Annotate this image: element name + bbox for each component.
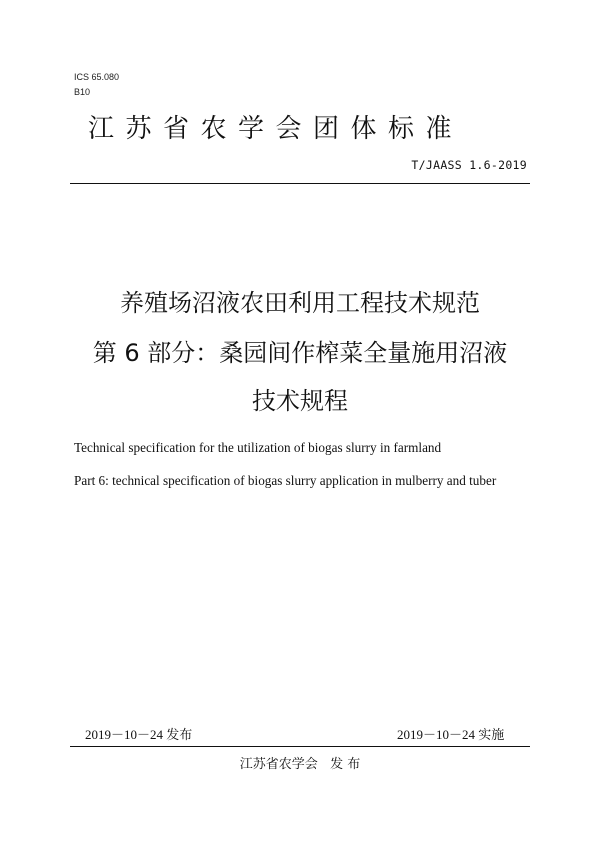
bottom-divider — [70, 746, 530, 747]
publisher: 江苏省农学会 发 布 — [239, 757, 361, 772]
ics-code: ICS 65.080 — [74, 72, 120, 82]
english-title-line-1: Technical specification for the utilization of biogas slurry in farmland — [74, 440, 442, 455]
chinese-title-line-3: 技术规程 — [252, 387, 348, 415]
standard-number: T/JAASS 1.6-2019 — [411, 158, 527, 172]
chinese-title-line-1: 养殖场沼液农田利用工程技术规范 — [120, 289, 480, 317]
top-divider — [70, 183, 530, 184]
english-title-line-2: Part 6: technical specification of biogas slurry application in mulberry and tuber — [74, 473, 497, 488]
chinese-title-line-2: 第 6 部分：桑园间作榨菜全量施用沼液 — [92, 339, 508, 367]
ccs-code: B10 — [74, 87, 91, 97]
organization-standard-title: 江苏省农学会团体标准 — [88, 114, 464, 144]
implementation-date: 2019－10－24 实施 — [397, 727, 505, 742]
issue-date: 2019－10－24 发布 — [85, 727, 193, 742]
